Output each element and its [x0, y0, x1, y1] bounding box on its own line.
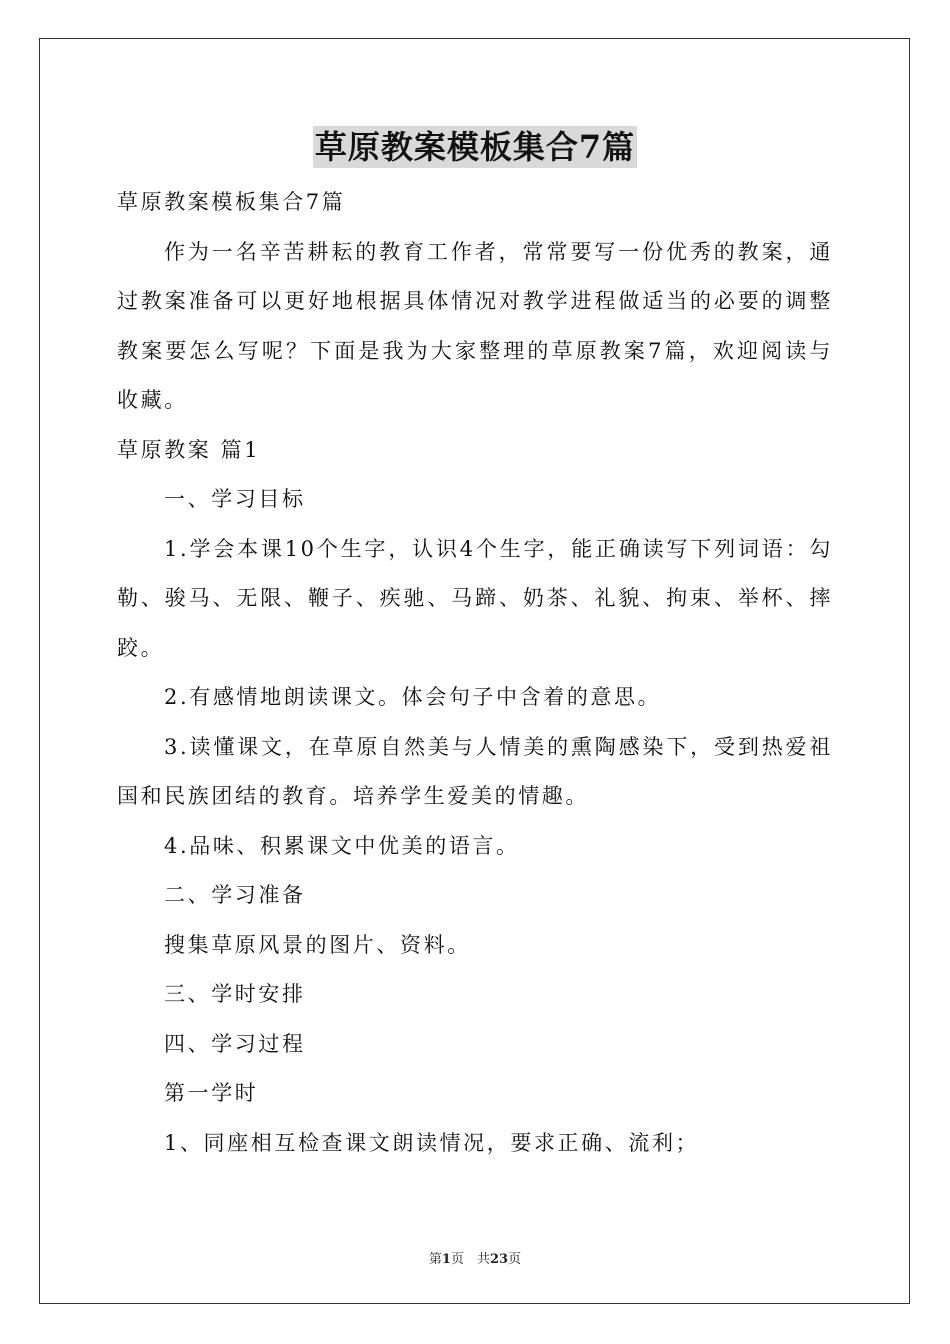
current-page-number: 1 — [441, 1252, 451, 1267]
paragraph: 1、同座相互检查课文朗读情况，要求正确、流利； — [164, 1130, 700, 1155]
paragraph: 1.学会本课10个生字，认识4个生字，能正确读写下列词语：勾勒、骏马、无限、鞭子、疾驰、马蹄、奶茶、礼貌、拘束、举杯、摔跤。 — [117, 536, 833, 660]
paragraph: 三、学时安排 — [164, 982, 306, 1006]
paragraph: 草原教案模板集合7篇 — [117, 190, 346, 214]
paragraph: 一、学习目标 — [164, 487, 306, 511]
document-body — [117, 178, 833, 1168]
title-wrap — [0, 126, 950, 168]
paragraph: 第一学时 — [164, 1081, 259, 1105]
paragraph: 四、学习过程 — [164, 1031, 306, 1056]
footer-middle: 页 共 — [450, 1252, 490, 1267]
paragraph: 二、学习准备 — [164, 883, 306, 907]
footer-suffix: 页 — [508, 1252, 522, 1267]
footer-prefix: 第 — [428, 1252, 442, 1267]
paragraph: 2.有感情地朗读课文。体会句子中含着的意思。 — [164, 685, 662, 709]
paragraph: 3.读懂课文，在草原自然美与人情美的熏陶感染下，受到热爱祖国和民族团结的教育。培养学生爱美的情趣。 — [117, 734, 833, 808]
paragraph: 4.品味、积累课文中优美的语言。 — [164, 833, 520, 858]
section-heading: 草原教案 篇1 — [117, 437, 261, 462]
document-title: 草原教案模板集合7篇 — [314, 128, 636, 166]
paragraph: 搜集草原风景的图片、资料。 — [164, 932, 471, 957]
page-footer — [0, 1248, 950, 1267]
total-page-number: 23 — [489, 1252, 509, 1267]
paragraph: 作为一名辛苦耕耘的教育工作者，常常要写一份优秀的教案，通过教案准备可以更好地根据具体情况对教学进程做适当的必要的调整教案要怎么写呢？下面是我为大家整理的草原教案7篇，欢迎阅读与收藏。 — [117, 239, 833, 412]
